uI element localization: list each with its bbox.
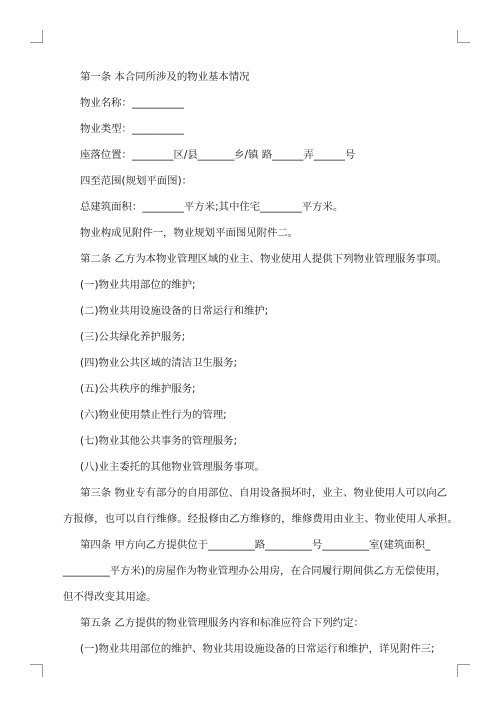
crop-mark-top-right <box>457 30 470 43</box>
floor-area-field: 总建筑面积：________平方米;其中住宅________平方米。 <box>80 201 344 213</box>
article-2-text: 第二条 乙方为本物业管理区域的业主、物业使用人提供下列物业管理服务事项。 <box>80 253 447 265</box>
article-4-line-3: 但不得改变其用途。 <box>63 591 157 603</box>
boundary-field: 四至范围(规划平面图)： <box>80 175 193 187</box>
crop-mark-bottom-left <box>30 664 43 677</box>
article-5-heading: 第五条 乙方提供的物业管理服务内容和标准应符合下列约定： <box>80 617 364 629</box>
service-item-7: (七)物业其他公共事务的管理服务; <box>80 435 238 447</box>
location-field: 座落位置：________区/县_______乡/镇 路______弄______号 <box>80 149 356 161</box>
article-3-line-2: 方报修，也可以自行维修。经报修由乙方维修的，维修费用由业主、物业使用人承担。 <box>63 513 458 525</box>
article-4-line-2: _________平方米)的房屋作为物业管理办公用房，在合同履行期间供乙方无偿使用， <box>63 565 447 577</box>
crop-mark-top-left <box>30 30 43 43</box>
article-3-line-1: 第三条 物业专有部分的自用部位、自用设备损坏时，业主、物业使用人可以向乙 <box>80 487 447 499</box>
service-item-4: (四)物业公共区域的清洁卫生服务; <box>80 357 238 369</box>
service-item-2: (二)物业共用设施设备的日常运行和维护; <box>80 305 269 317</box>
article-4-line-1: 第四条 甲方向乙方提供位于_________路_________号_________室(建筑面积_ <box>80 539 431 551</box>
service-item-1: (一)物业共用部位的维护; <box>80 279 196 291</box>
service-item-6: (六)物业使用禁止性行为的管理; <box>80 409 227 421</box>
article-5-item-1: (一)物业共用部位的维护、物业共用设施设备的日常运行和维护，详见附件三; <box>80 643 435 655</box>
property-type-field: 物业类型：__________ <box>80 123 184 135</box>
property-name-field: 物业名称：__________ <box>80 97 184 109</box>
service-item-3: (三)公共绿化养护服务; <box>80 331 186 343</box>
service-item-8: (八)业主委托的其他物业管理服务事项。 <box>80 461 265 473</box>
crop-mark-bottom-right <box>457 664 470 677</box>
service-item-5: (五)公共秩序的维护服务; <box>80 383 196 395</box>
article-1-heading: 第一条 本合同所涉及的物业基本情况 <box>80 71 250 83</box>
property-composition-note: 物业构成见附件一，物业规划平面图见附件二。 <box>80 227 299 239</box>
